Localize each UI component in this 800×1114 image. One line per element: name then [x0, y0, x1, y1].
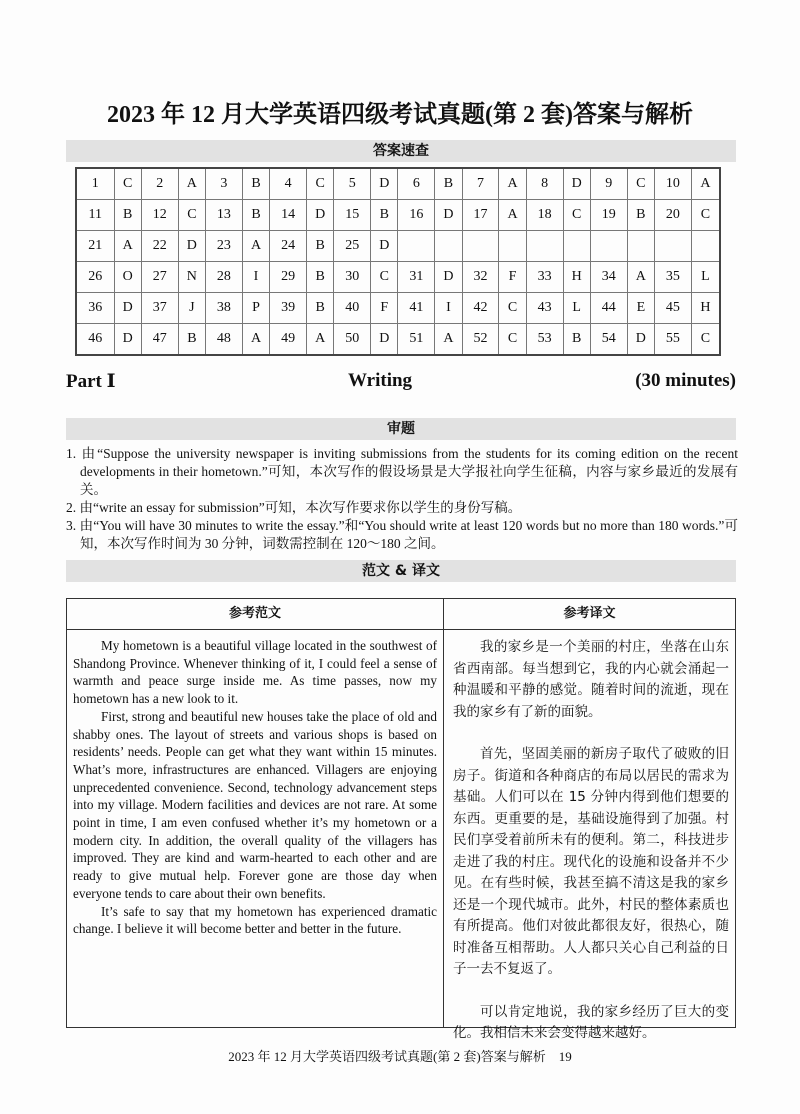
question-number: 55 — [655, 324, 692, 356]
answer-letter: B — [306, 231, 333, 262]
answer-row — [76, 231, 720, 262]
question-number: 27 — [141, 262, 178, 293]
question-number: 39 — [270, 293, 307, 324]
question-number: 40 — [334, 293, 371, 324]
answer-letter: A — [499, 168, 526, 200]
answer-letter: D — [563, 168, 590, 200]
answer-row — [76, 262, 720, 293]
question-number: 6 — [398, 168, 435, 200]
question-number: 43 — [526, 293, 563, 324]
question-number: 13 — [206, 200, 243, 231]
answer-letter: B — [371, 200, 398, 231]
answer-section-heading: 答案速查 — [66, 140, 736, 162]
question-number: 34 — [590, 262, 627, 293]
review-item: 2. 由“write an essay for submission”可知，本次写作要求你以学生的身份写稿。 — [66, 500, 522, 515]
answer-letter: B — [306, 262, 333, 293]
answer-letter: D — [627, 324, 654, 356]
question-number: 15 — [334, 200, 371, 231]
answer-letter: D — [114, 324, 141, 356]
question-number: 42 — [462, 293, 499, 324]
question-number: 1 — [76, 168, 114, 200]
question-number: 28 — [206, 262, 243, 293]
review-list — [66, 445, 738, 553]
part-label: Part Ⅰ — [66, 371, 116, 392]
column-divider — [443, 599, 444, 1027]
answer-letter: H — [563, 262, 590, 293]
answer-letter: N — [178, 262, 205, 293]
answer-letter: A — [499, 200, 526, 231]
review-item: 1. 由“Suppose the university newspaper is inviting submissions from the students for its coming edition on the recent developments in their hometown.”可知，本次写作的假设场景是大学报社向学生征稿，内容与家乡最近的发展有关。 — [66, 446, 738, 497]
question-number: 29 — [270, 262, 307, 293]
question-number: 19 — [590, 200, 627, 231]
answer-letter: L — [563, 293, 590, 324]
answer-letter: A — [435, 324, 462, 356]
answer-letter: E — [627, 293, 654, 324]
answer-letter: O — [114, 262, 141, 293]
page-footer: 2023 年 12 月大学英语四级考试真题(第 2 套)答案与解析 19 — [228, 1049, 572, 1064]
question-number: 36 — [76, 293, 114, 324]
question-number: 25 — [334, 231, 371, 262]
answer-letter — [499, 231, 526, 262]
english-essay — [73, 637, 437, 938]
part-time: (30 minutes) — [635, 370, 736, 391]
question-number: 26 — [76, 262, 114, 293]
question-number: 23 — [206, 231, 243, 262]
answer-row — [76, 324, 720, 356]
question-number: 37 — [141, 293, 178, 324]
answer-letter: B — [306, 293, 333, 324]
chinese-translation — [453, 637, 729, 1066]
question-number: 14 — [270, 200, 307, 231]
question-number: 7 — [462, 168, 499, 200]
english-essay-header: 参考范文 — [67, 599, 443, 630]
question-number: 47 — [141, 324, 178, 356]
question-number: 8 — [526, 168, 563, 200]
answer-letter: D — [371, 324, 398, 356]
question-number: 48 — [206, 324, 243, 356]
answer-letter: D — [435, 200, 462, 231]
answer-letter: L — [691, 262, 720, 293]
question-number: 45 — [655, 293, 692, 324]
question-number: 22 — [141, 231, 178, 262]
answer-letter: C — [499, 293, 526, 324]
answer-letter: A — [114, 231, 141, 262]
essay-paragraph: My hometown is a beautiful village located in the southwest of Shandong Province. Whenever thinking of it, I could feel a sense of warmth and peace surge inside me. As time passes, now my hometown has a new look to it. — [73, 638, 437, 707]
question-number: 10 — [655, 168, 692, 200]
part-heading — [66, 370, 736, 398]
question-number: 21 — [76, 231, 114, 262]
answer-row — [76, 200, 720, 231]
part-name: Writing — [348, 370, 413, 391]
answer-letter: D — [435, 262, 462, 293]
review-section-heading: 审题 — [66, 418, 736, 440]
answer-letter: F — [499, 262, 526, 293]
question-number: 50 — [334, 324, 371, 356]
answer-letter: C — [178, 200, 205, 231]
question-number: 33 — [526, 262, 563, 293]
question-number: 18 — [526, 200, 563, 231]
answer-letter: C — [563, 200, 590, 231]
question-number — [398, 231, 435, 262]
question-number: 4 — [270, 168, 307, 200]
answer-letter: D — [178, 231, 205, 262]
sample-essay-box — [66, 598, 736, 1041]
answer-row — [76, 168, 720, 200]
question-number: 24 — [270, 231, 307, 262]
question-number: 16 — [398, 200, 435, 231]
answer-letter: H — [691, 293, 720, 324]
question-number: 3 — [206, 168, 243, 200]
question-number — [590, 231, 627, 262]
translation-paragraph: 可以肯定地说，我的家乡经历了巨大的变化。我相信未来会变得越来越好。 — [453, 1003, 729, 1041]
answer-row — [76, 293, 720, 324]
answer-letter: D — [371, 168, 398, 200]
answer-letter: A — [242, 231, 269, 262]
chinese-translation-header: 参考译文 — [444, 599, 735, 630]
question-number: 17 — [462, 200, 499, 231]
answer-letter: B — [435, 168, 462, 200]
question-number: 46 — [76, 324, 114, 356]
question-number — [462, 231, 499, 262]
question-number: 20 — [655, 200, 692, 231]
answer-letter — [435, 231, 462, 262]
answer-letter: A — [627, 262, 654, 293]
answer-letter: A — [306, 324, 333, 356]
question-number: 12 — [141, 200, 178, 231]
translation-paragraph: 首先，坚固美丽的新房子取代了破败的旧房子。街道和各种商店的布局以居民的需求为基础。人们可以在 15 分钟内得到他们想要的东西。更重要的是，基础设施得到了加强。村民们享受着前所未有的便利。第二，科技进步走进了我的村庄。现代化的设施和设备并不少见。在有些时候，我甚至搞不清这是我的家乡还是一个现代城市。此外，村民的整体素质也有所提高。他们对彼此都很友好，很热心，随时准备互相帮助。人人都只关心自己利益的日子一去不复返了。 — [453, 746, 729, 977]
question-number — [526, 231, 563, 262]
essay-paragraph: First, strong and beautiful new houses take the place of old and shabby ones. The layout of streets and various shops is based on residents’ needs. People can get what they want within 15 minutes. What’s more, infrastructures are enhanced. Villagers are enjoying unprecedented convenience. Second, technology advancement steps into my village. Modern facilities and devices are not rare. At some point in time, I am even confused whether it’s my hometown or a modern city. In addition, the overall quality of the villagers has improved. They are kind and warm-hearted to each other and are ready to give mutual help. Forever gone are those day when everyone tends to care about their own benefits. — [73, 708, 437, 901]
answer-letter: B — [242, 168, 269, 200]
page-title: 2023 年 12 月大学英语四级考试真题(第 2 套)答案与解析 — [107, 102, 693, 128]
answer-letter: C — [114, 168, 141, 200]
answer-letter: A — [691, 168, 720, 200]
question-number: 38 — [206, 293, 243, 324]
answer-letter: D — [114, 293, 141, 324]
question-number: 11 — [76, 200, 114, 231]
question-number: 32 — [462, 262, 499, 293]
answer-letter: P — [242, 293, 269, 324]
answer-letter: C — [371, 262, 398, 293]
question-number: 54 — [590, 324, 627, 356]
essay-paragraph: It’s safe to say that my hometown has experienced dramatic change. I believe it will become better and better in the future. — [73, 903, 437, 937]
question-number: 35 — [655, 262, 692, 293]
answer-letter — [691, 231, 720, 262]
answer-letter: A — [178, 168, 205, 200]
answer-letter: B — [563, 324, 590, 356]
question-number: 53 — [526, 324, 563, 356]
answer-letter: B — [627, 200, 654, 231]
answer-letter: C — [691, 324, 720, 356]
question-number: 2 — [141, 168, 178, 200]
answer-letter: I — [242, 262, 269, 293]
translation-paragraph: 我的家乡是一个美丽的村庄，坐落在山东省西南部。每当想到它，我的内心就会涌起一种温暖和平静的感觉。随着时间的流逝，现在我的家乡有了新的面貌。 — [453, 639, 729, 720]
review-item: 3. 由“You will have 30 minutes to write the essay.”和“You should write at least 120 words but no more than 180 words.”可知，本次写作时间为 30 分钟，词数需控制在 120～180 之间。 — [66, 518, 738, 551]
answer-letter: B — [114, 200, 141, 231]
question-number: 41 — [398, 293, 435, 324]
answer-letter: B — [242, 200, 269, 231]
answer-letter: C — [691, 200, 720, 231]
question-number: 9 — [590, 168, 627, 200]
answer-letter: D — [306, 200, 333, 231]
answer-letter: D — [371, 231, 398, 262]
question-number: 51 — [398, 324, 435, 356]
question-number: 30 — [334, 262, 371, 293]
answer-letter: I — [435, 293, 462, 324]
answer-letter — [627, 231, 654, 262]
answer-letter: C — [499, 324, 526, 356]
answer-table — [75, 167, 721, 356]
question-number: 49 — [270, 324, 307, 356]
answer-letter: C — [627, 168, 654, 200]
question-number: 31 — [398, 262, 435, 293]
sample-section-heading: 范文 & 译文 — [66, 560, 736, 582]
question-number: 44 — [590, 293, 627, 324]
answer-letter: A — [242, 324, 269, 356]
answer-letter: B — [178, 324, 205, 356]
answer-letter: F — [371, 293, 398, 324]
answer-letter — [563, 231, 590, 262]
question-number: 52 — [462, 324, 499, 356]
answer-letter: C — [306, 168, 333, 200]
question-number: 5 — [334, 168, 371, 200]
question-number — [655, 231, 692, 262]
answer-letter: J — [178, 293, 205, 324]
